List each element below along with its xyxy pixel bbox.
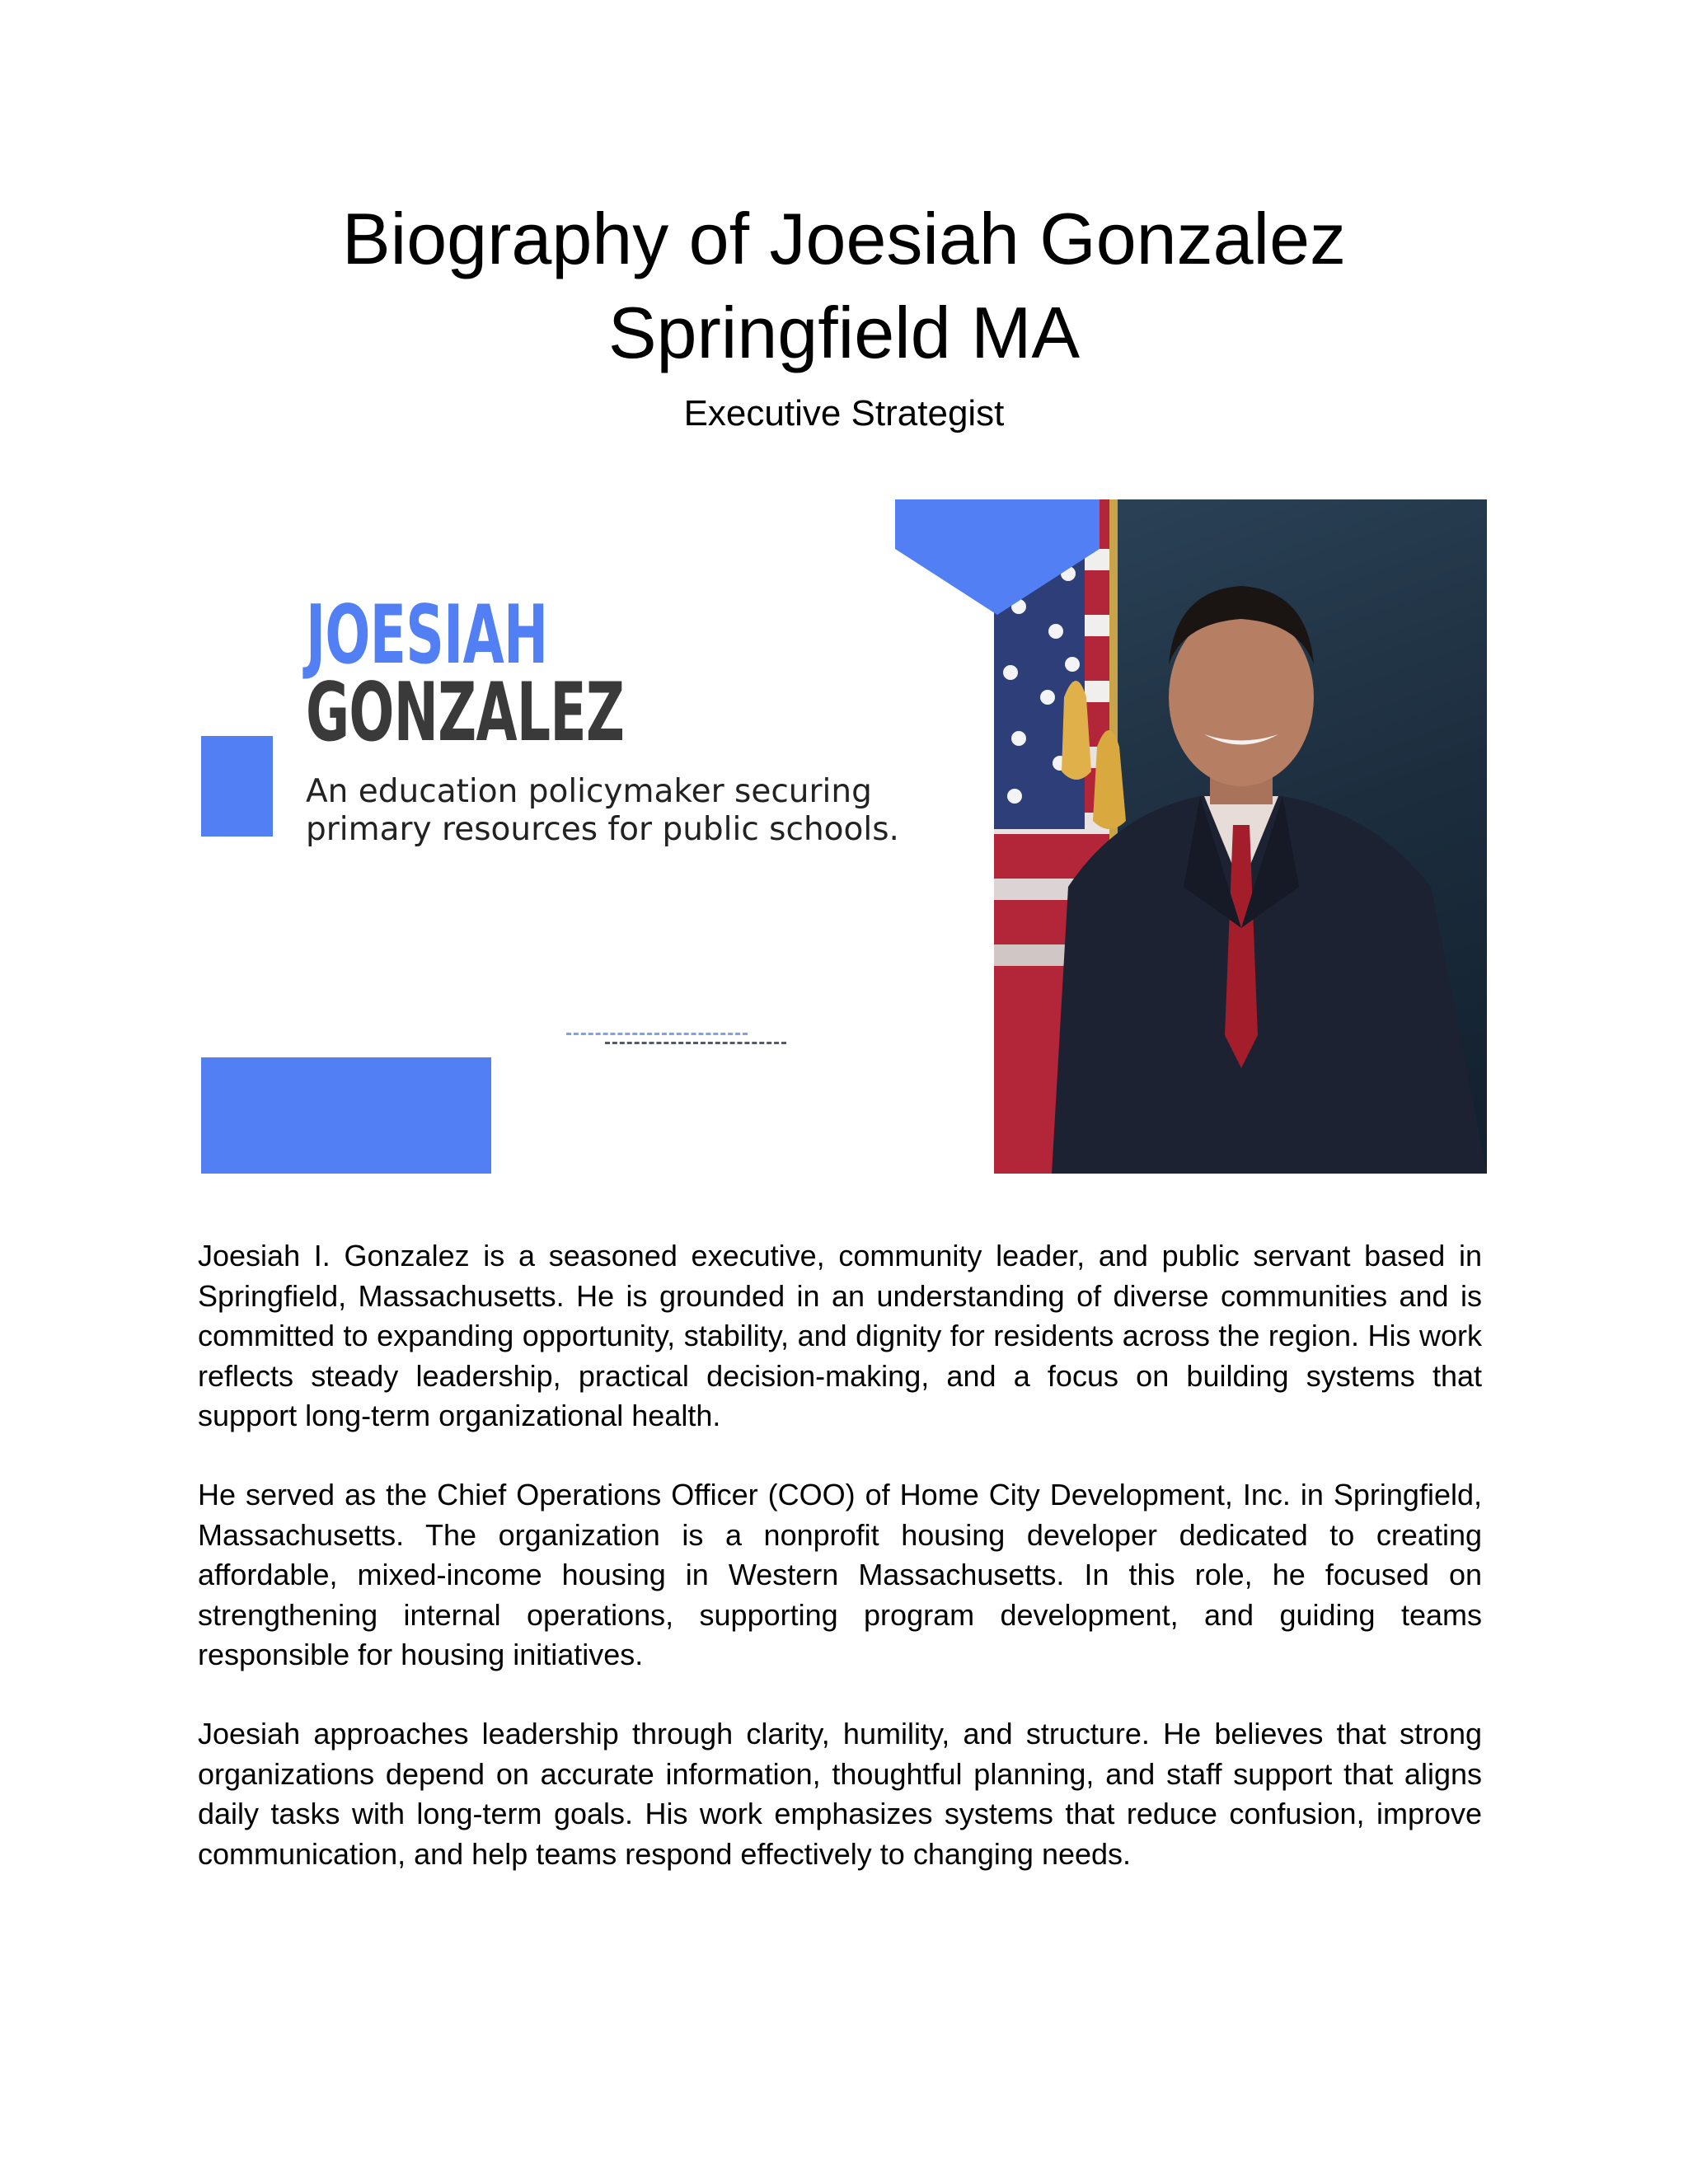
page-subtitle: Executive Strategist — [683, 393, 1005, 434]
decorative-dash-line — [566, 1033, 748, 1035]
banner-first-name: JOESIAH — [306, 588, 548, 682]
banner-last-name: GONZALEZ — [306, 666, 625, 760]
banner-tagline: An education policymaker securing primary resources for public schools. — [306, 773, 899, 848]
decorative-dash-line — [605, 1042, 786, 1044]
bio-paragraph: He served as the Chief Operations Officer (COO) of Home City Development, Inc. in Springfield, Massachusetts. The organization is a nonprofit housing developer dedicated to creating affordable, mixed-income housing in Western Massachusetts. In this role, he focused on strengthening internal operations, supporting program development, and guiding teams responsible for housing initiatives. — [198, 1478, 1482, 1671]
accent-block-bottom — [201, 1057, 491, 1174]
profile-banner — [201, 499, 1487, 1174]
corner-hexagon-accent — [895, 499, 1100, 615]
page-title-location: Springfield MA — [607, 292, 1081, 373]
bio-paragraph: Joesiah I. Gonzalez is a seasoned executive, community leader, and public servant based in Springfield, Massachusetts. He is grounded in an understanding of diverse communities and is committed to expanding opportunity, stability, and dignity for residents across the region. His work reflects steady leadership, practical decision-making, and a focus on building systems that support long-term organizational health. — [198, 1239, 1482, 1432]
page-title: Biography of Joesiah Gonzalez — [341, 198, 1347, 279]
accent-block-left — [201, 736, 273, 837]
bio-paragraph: Joesiah approaches leadership through clarity, humility, and structure. He believes that strong organizations depend on accurate information, thoughtful planning, and staff support that aligns daily tasks with long-term goals. His work emphasizes systems that reduce confusion, improve communication, and help teams respond effectively to changing needs. — [198, 1717, 1482, 1871]
